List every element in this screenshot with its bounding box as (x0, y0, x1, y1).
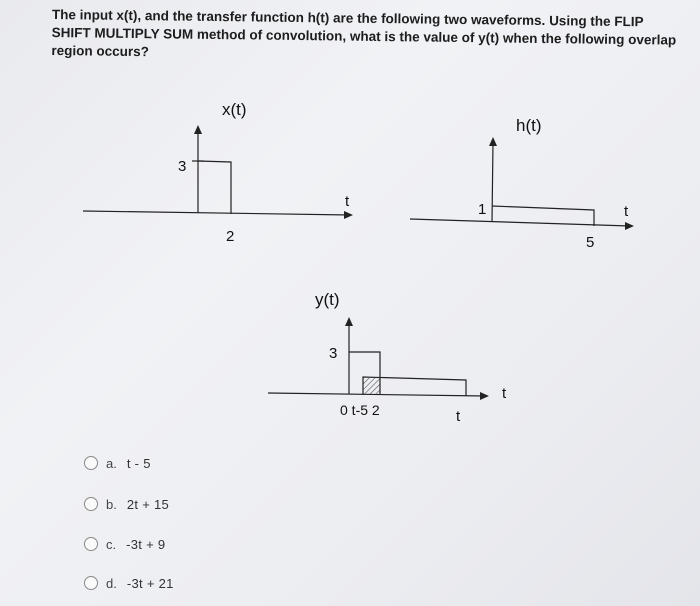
option-letter: b. (106, 496, 117, 512)
option-d[interactable] (84, 572, 174, 594)
y-plot-vertical-arrow-icon (345, 317, 353, 326)
h-plot-title: h(t) (516, 116, 542, 135)
option-b[interactable] (84, 493, 169, 515)
y-plot-amplitude-label: 3 (329, 345, 338, 362)
question-text: The input x(t), and the transfer function h(t) are the following two waveforms. Using the FLIP SHIFT MULTIPLY SUM method of convolution, what is the value of y(t) when the following overlap region occurs? (51, 6, 677, 60)
option-text: -3t + 21 (126, 575, 174, 591)
x-plot-axis-label: t (345, 193, 350, 210)
y-plot (268, 290, 507, 425)
x-plot-amplitude-label: 3 (178, 158, 187, 175)
h-plot-t-axis (410, 219, 630, 226)
option-a[interactable] (84, 452, 151, 474)
h-plot-end-label: 5 (586, 234, 595, 251)
y-plot-t-axis-arrow-icon (480, 392, 489, 400)
option-c[interactable] (84, 533, 165, 555)
y-plot-title: y(t) (315, 290, 340, 309)
h-plot-axis-label: t (624, 203, 629, 220)
option-letter: d. (106, 575, 117, 591)
radio-circle-icon[interactable] (84, 576, 98, 590)
option-letter: a. (106, 455, 117, 471)
h-plot-vertical-axis (492, 142, 493, 222)
option-text: -3t + 9 (126, 536, 166, 552)
radio-circle-icon[interactable] (84, 497, 98, 511)
option-text: t - 5 (126, 455, 151, 471)
y-plot-overlap-hatch (363, 378, 380, 394)
h-plot-vertical-arrow-icon (489, 137, 497, 146)
radio-circle-icon[interactable] (84, 456, 98, 470)
option-text: 2t + 15 (126, 496, 170, 512)
h-plot-amplitude-label: 1 (478, 201, 487, 218)
y-plot-tick-labels: 0 t-5 2 (340, 402, 380, 418)
x-plot-title: x(t) (222, 100, 247, 119)
x-plot-t-axis-arrow-icon (344, 211, 353, 219)
y-plot-axis-label: t (502, 385, 507, 402)
x-plot (83, 100, 353, 245)
x-plot-vertical-arrow-icon (194, 125, 202, 134)
x-plot-t-axis (83, 211, 350, 215)
option-letter: c. (106, 536, 117, 552)
h-plot (410, 116, 634, 251)
y-plot-shifted-label: t (456, 408, 461, 425)
x-plot-pulse (198, 161, 231, 214)
h-plot-t-axis-arrow-icon (625, 222, 634, 230)
x-plot-end-label: 2 (226, 228, 235, 245)
radio-circle-icon[interactable] (84, 537, 98, 551)
